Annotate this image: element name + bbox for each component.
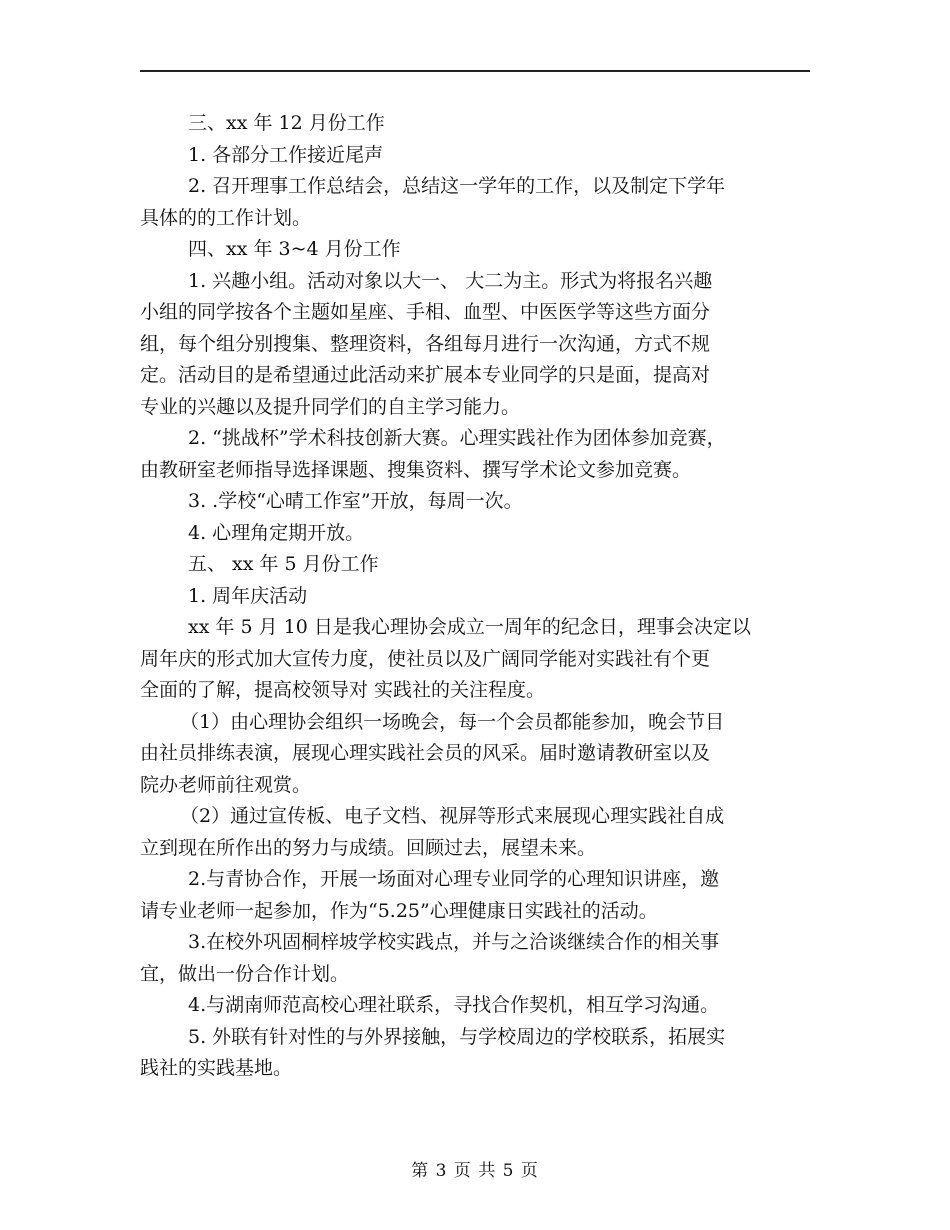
text-line: 周年庆的形式加大宣传力度，使社员以及广阔同学能对实践社有个更 [140, 647, 711, 670]
text-line: 由教研室老师指导选择课题、搜集资料、撰写学术论文参加竞赛。 [140, 458, 692, 481]
text-line: 专业的兴趣以及提升同学们的自主学习能力。 [140, 395, 521, 418]
text-line: 2. 召开理事工作总结会，总结这一学年的工作，以及制定下学年 [188, 175, 726, 197]
text-line: （1）由心理协会组织一场晚会，每一个会员都能参加，晚会节目 [180, 710, 725, 733]
text-line: 立到现在所作出的努力与成绩。回顾过去，展望未来。 [140, 836, 597, 859]
text-line: 请专业老师一起参加，作为“5.25”心理健康日实践社的活动。 [140, 899, 658, 922]
document-body [140, 108, 815, 1085]
text-line: 1. 各部分工作接近尾声 [188, 143, 384, 166]
header-rule [140, 70, 810, 72]
text-line: 五、 xx 年 5 月份工作 [188, 553, 379, 575]
text-line: 小组的同学按各个主题如星座、手相、血型、中医医学等这些方面分 [140, 301, 711, 323]
text-line: 5. 外联有针对性的与外界接触，与学校周边的学校联系，拓展实 [188, 1025, 726, 1048]
text-line: 践社的实践基地。 [140, 1057, 293, 1079]
text-line: 四、xx 年 3~4 月份工作 [188, 238, 401, 260]
text-line: 宜，做出一份合作计划。 [140, 962, 350, 985]
text-line: xx 年 5 月 10 日是我心理协会成立一周年的纪念日，理事会决定以 [188, 616, 751, 638]
text-line: 1. 兴趣小组。活动对象以大一、 大二为主。形式为将报名兴趣 [188, 269, 713, 292]
text-line: 全面的了解，提高校领导对 实践社的关注程度。 [140, 679, 546, 701]
text-line: 4. 心理角定期开放。 [188, 521, 365, 544]
text-line: 院办老师前往观赏。 [140, 773, 312, 796]
text-line: 定。活动目的是希望通过此活动来扩展本专业同学的只是面，提高对 [140, 364, 711, 386]
text-line: 2.与青协合作，开展一场面对心理专业同学的心理知识讲座，邀 [188, 868, 720, 890]
text-line: 4.与湖南师范高校心理社联系，寻找合作契机，相互学习沟通。 [188, 994, 720, 1016]
text-line: 由社员排练表演，展现心理实践社会员的风采。届时邀请教研室以及 [140, 742, 711, 764]
text-line: 组，每个组分别搜集、整理资料，各组每月进行一次沟通，方式不规 [140, 332, 711, 355]
text-line: 3. .学校“心晴工作室”开放，每周一次。 [188, 490, 523, 512]
text-line: 具体的的工作计划。 [140, 206, 312, 229]
text-line: 2. “挑战杯”学术科技创新大赛。心理实践社作为团体参加竞赛， [188, 427, 726, 449]
text-line: 1. 周年庆活动 [188, 584, 308, 607]
page-footer: 第 3 页 共 5 页 [411, 1161, 539, 1181]
text-line: 3.在校外巩固桐梓坡学校实践点，并与之洽谈继续合作的相关事 [188, 931, 720, 953]
text-line: 三、xx 年 12 月份工作 [188, 112, 385, 134]
text-line: （2）通过宣传板、电子文档、视屏等形式来展现心理实践社自成 [180, 805, 725, 827]
